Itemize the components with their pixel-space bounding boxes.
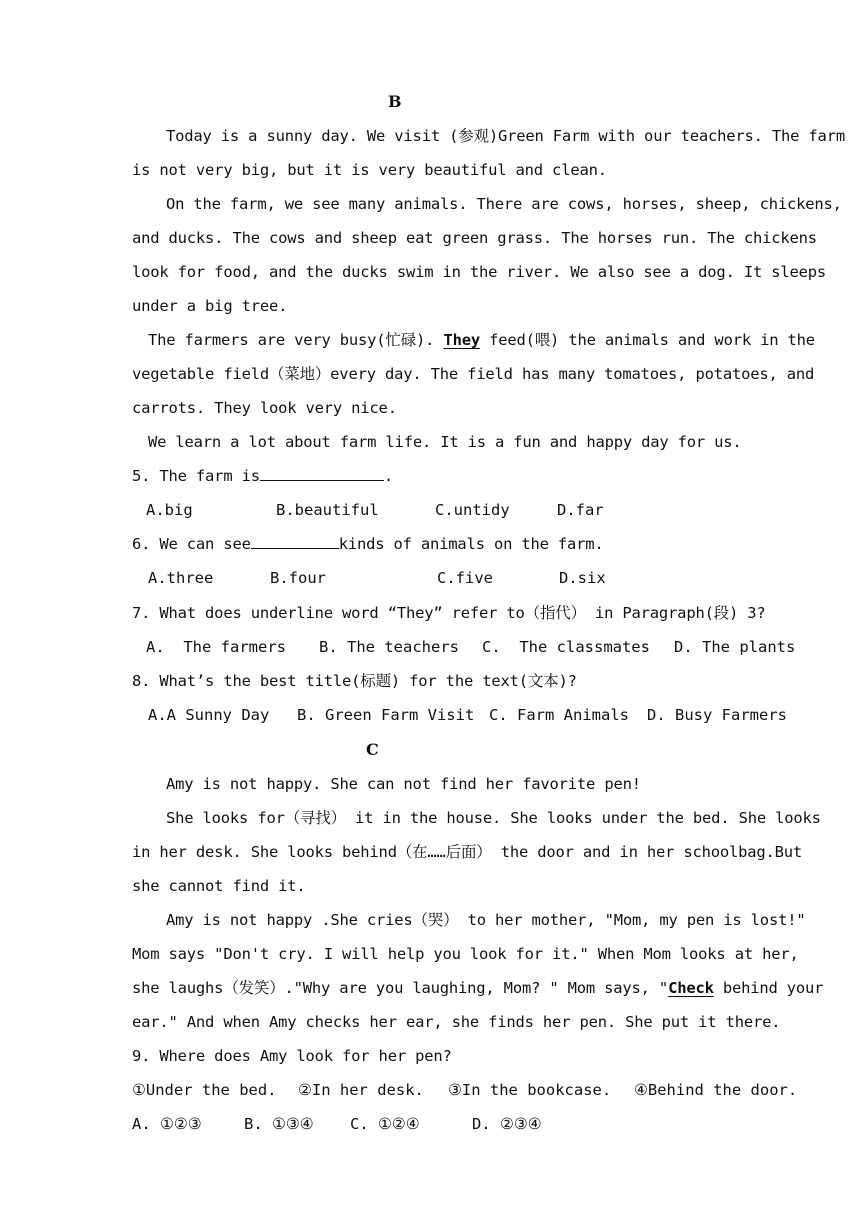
passage-b-p3-line3: carrots. They look very nice.: [132, 399, 397, 417]
q9-item-3: ③In the bookcase.: [448, 1081, 612, 1099]
passage-b-p2-line3: look for food, and the ducks swim in the river. We also see a dog. It sleeps: [132, 263, 827, 281]
question-5-end: .: [383, 467, 393, 485]
passage-b-p2-line1: On the farm, we see many animals. There are cows, horses, sheep, chickens,: [166, 195, 842, 213]
question-5: [132, 466, 393, 486]
q6-option-c: C.five: [437, 569, 493, 587]
passage-c-p2-line2: in her desk. She looks behind（在……后面） the door and in her schoolbag.But: [132, 843, 803, 861]
q5-option-b: B.beautiful: [276, 501, 379, 519]
passage-c-p3-line4: ear." And when Amy checks her ear, she finds her pen. She put it there.: [132, 1013, 781, 1031]
q7-option-b: B. The teachers: [319, 638, 459, 656]
passage-b-p3-line2: vegetable field（菜地）every day. The field has many tomatoes, potatoes, and: [132, 365, 815, 383]
question-8: 8. What’s the best title(标题) for the text(文本)?: [132, 672, 577, 690]
passage-c-p3-text-b: behind your: [713, 979, 824, 997]
q8-option-d: D. Busy Farmers: [647, 706, 787, 724]
q5-option-c: C.untidy: [435, 501, 510, 519]
passage-c-p3-line1: Amy is not happy .She cries（哭） to her mother, "Mom, my pen is lost!": [166, 911, 806, 929]
underlined-word-they: They: [443, 331, 480, 349]
q6-option-b: B.four: [270, 569, 326, 587]
q9-option-b: B. ①③④: [244, 1115, 314, 1133]
question-6-text: 6. We can see: [132, 535, 251, 553]
passage-b-p1-line2: is not very big, but it is very beautiful and clean.: [132, 161, 607, 179]
q9-option-c: C. ①②④: [350, 1115, 420, 1133]
q8-option-a: A.A Sunny Day: [148, 706, 270, 724]
q8-option-c: C. Farm Animals: [489, 706, 629, 724]
passage-b-p3-text-a: The farmers are very busy(忙碌).: [148, 331, 444, 349]
question-6: [132, 534, 604, 554]
passage-c-p3-line2: Mom says "Don't cry. I will help you look for it." When Mom looks at her,: [132, 945, 799, 963]
q9-option-a: A. ①②③: [132, 1115, 202, 1133]
q7-option-c: C. The classmates: [482, 638, 650, 656]
passage-b-p1-line1: Today is a sunny day. We visit (参观)Green Farm with our teachers. The farm: [166, 127, 845, 145]
passage-c-p3-line3: [132, 978, 823, 998]
q9-option-d: D. ②③④: [472, 1115, 542, 1133]
underlined-word-check: Check: [668, 979, 714, 997]
question-7: 7. What does underline word “They” refer to（指代） in Paragraph(段) 3?: [132, 604, 766, 622]
passage-c-p1: Amy is not happy. She can not find her favorite pen!: [166, 775, 641, 793]
q6-option-a: A.three: [148, 569, 214, 587]
section-c-heading: C: [366, 740, 379, 759]
q7-option-a: A. The farmers: [146, 638, 286, 656]
passage-b-p3-line1: [148, 330, 815, 350]
question-6-end: kinds of animals on the farm.: [338, 535, 604, 553]
q5-option-d: D.far: [557, 501, 604, 519]
question-9: 9. Where does Amy look for her pen?: [132, 1047, 452, 1065]
q7-option-d: D. The plants: [674, 638, 796, 656]
q8-option-b: B. Green Farm Visit: [297, 706, 475, 724]
q5-option-a: A.big: [146, 501, 193, 519]
answer-blank: [251, 534, 339, 549]
passage-b-p2-line2: and ducks. The cows and sheep eat green grass. The horses run. The chickens: [132, 229, 817, 247]
passage-c-p2-line3: she cannot find it.: [132, 877, 306, 895]
answer-blank: [260, 466, 384, 481]
passage-c-p2-line1: She looks for（寻找） it in the house. She looks under the bed. She looks: [166, 809, 821, 827]
passage-b-p3-text-b: feed(喂) the animals and work in the: [479, 331, 815, 349]
section-b-heading: B: [388, 92, 402, 111]
passage-c-p3-text-a: she laughs（发笑）."Why are you laughing, Mom? " Mom says, ": [132, 979, 669, 997]
q9-item-2: ②In her desk.: [298, 1081, 424, 1099]
question-5-text: 5. The farm is: [132, 467, 260, 485]
q9-item-4: ④Behind the door.: [634, 1081, 798, 1099]
q9-item-1: ①Under the bed.: [132, 1081, 277, 1099]
q6-option-d: D.six: [559, 569, 606, 587]
passage-b-p2-line4: under a big tree.: [132, 297, 288, 315]
passage-b-p4-line1: We learn a lot about farm life. It is a fun and happy day for us.: [148, 433, 742, 451]
